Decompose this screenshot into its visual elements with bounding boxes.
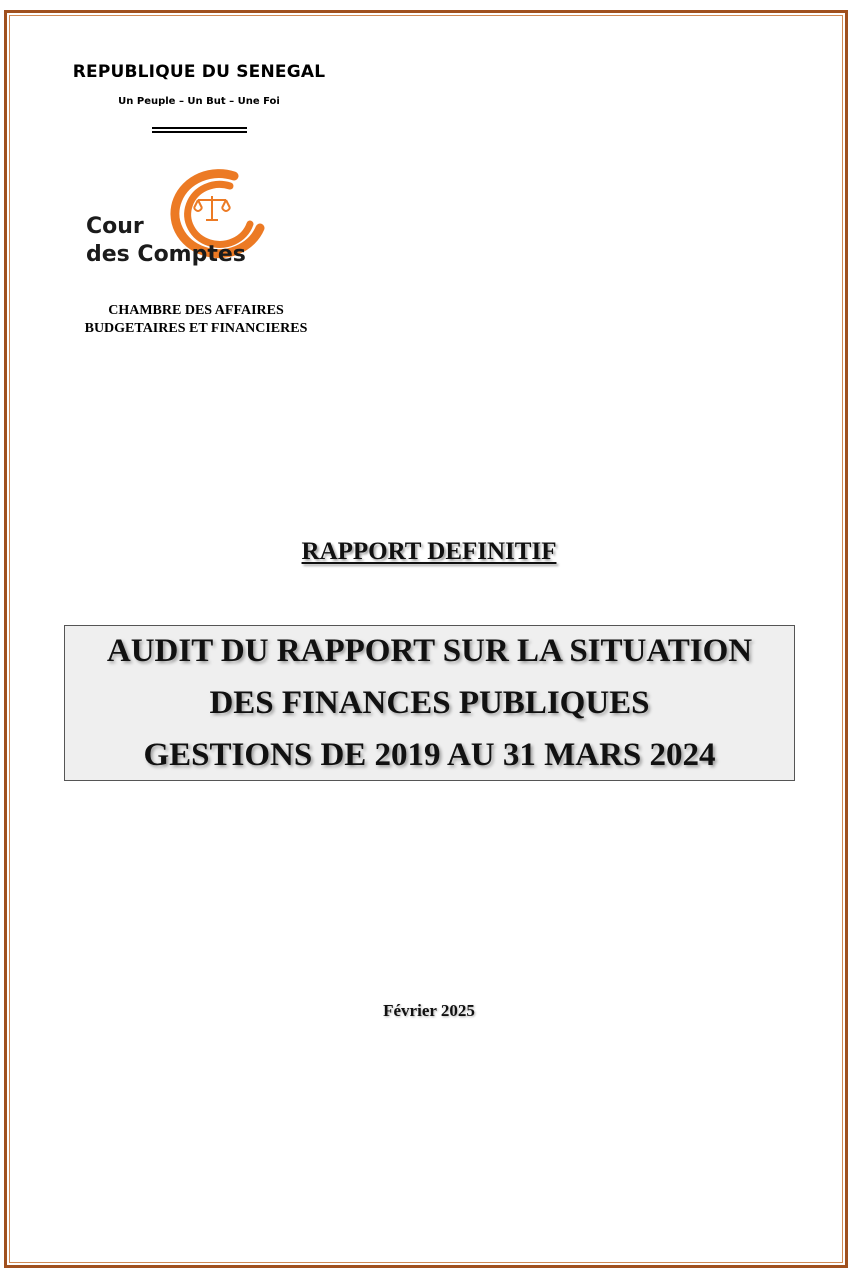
cour-des-comptes-logo <box>84 164 304 274</box>
double-rule-divider <box>152 127 247 133</box>
header-block <box>56 62 342 133</box>
report-date: Février 2025 <box>383 1001 475 1020</box>
country-name: REPUBLIQUE DU SENEGAL <box>72 62 326 82</box>
logo-text-des-comptes: des Comptes <box>86 242 246 267</box>
chamber-line-2: BUDGETAIRES ET FINANCIERES <box>84 321 308 336</box>
report-title-line-1: AUDIT DU RAPPORT SUR LA SITUATION <box>106 633 753 669</box>
report-type-heading: RAPPORT DEFINITIF <box>301 538 557 565</box>
chamber-name <box>56 302 336 338</box>
national-motto: Un Peuple – Un But – Une Foi <box>118 96 280 107</box>
scales-of-justice-icon <box>194 196 230 220</box>
report-title-line-3: GESTIONS DE 2019 AU 31 MARS 2024 <box>143 737 716 773</box>
report-title-box <box>64 625 795 781</box>
logo-text-cour: Cour <box>86 214 144 239</box>
chamber-line-1: CHAMBRE DES AFFAIRES <box>108 303 284 318</box>
report-title-line-2: DES FINANCES PUBLIQUES <box>209 685 650 721</box>
